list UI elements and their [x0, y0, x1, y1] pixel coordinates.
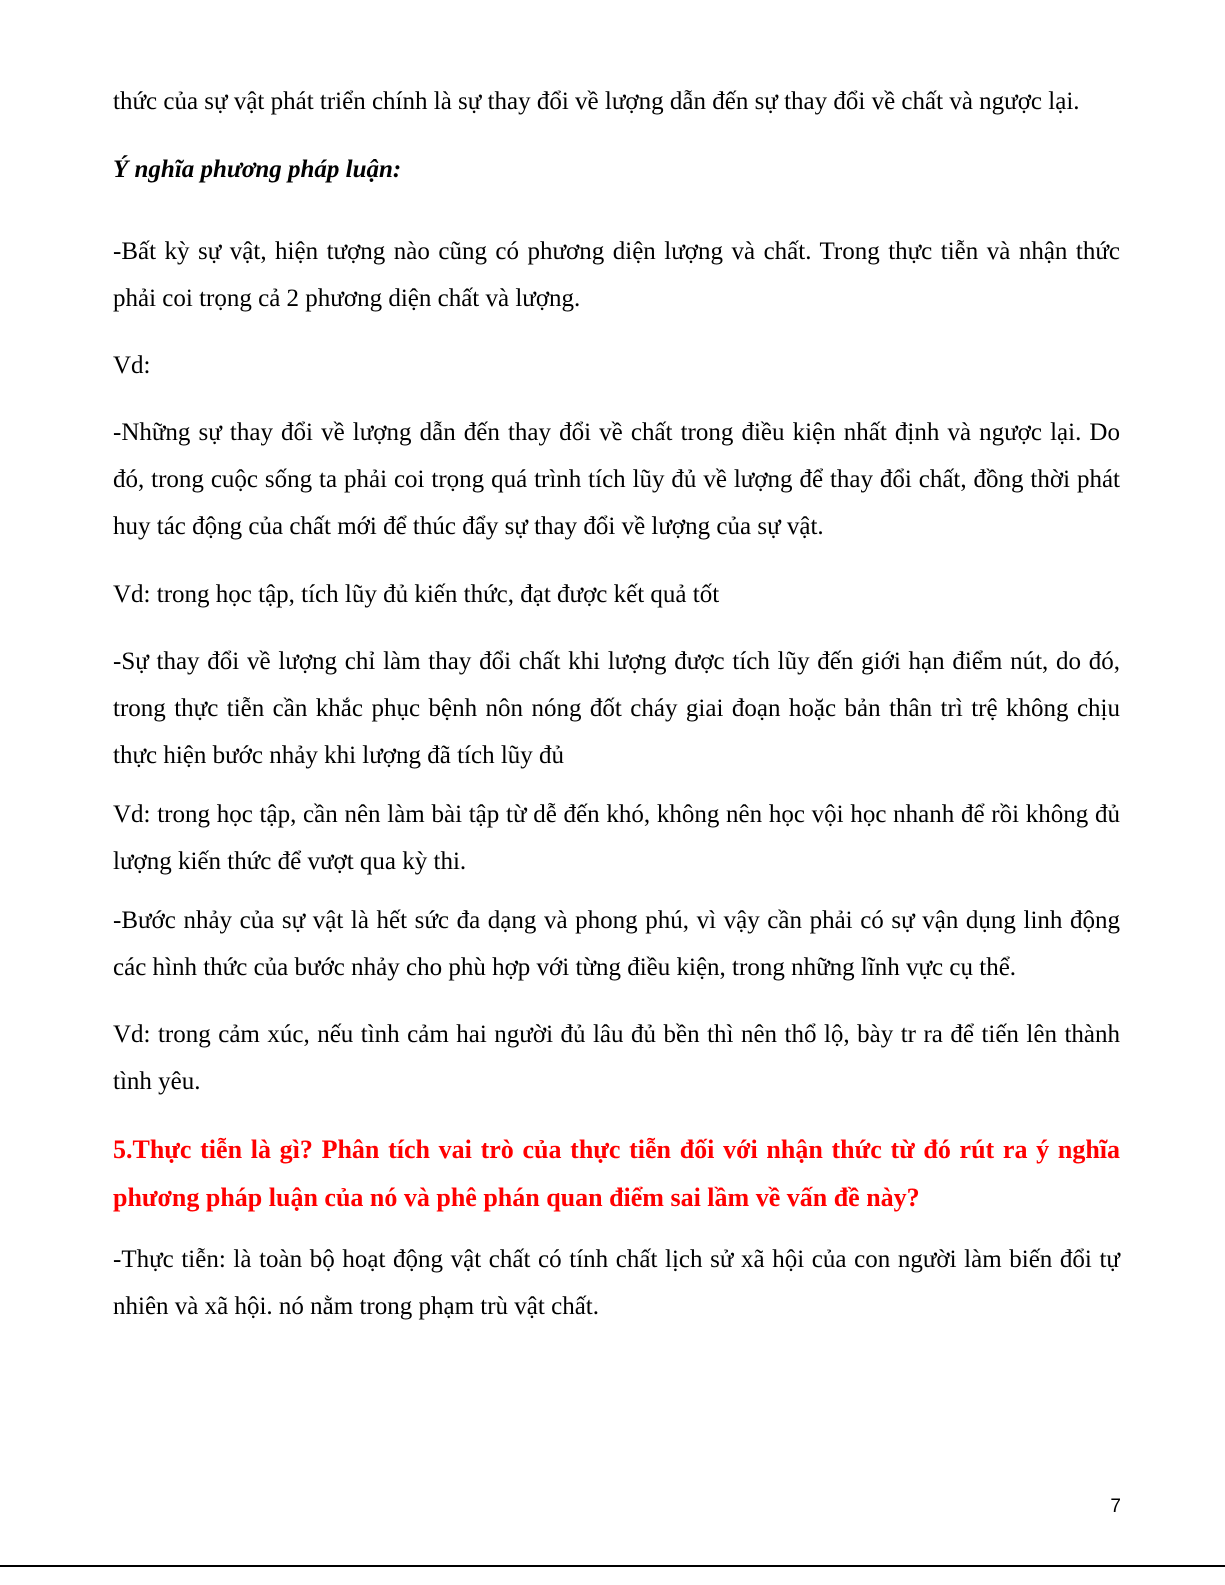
example-4: Vd: trong cảm xúc, nếu tình cảm hai người đủ lâu đủ bền thì nên thổ lộ, bày tr ra để tiến lên thành tình yêu. — [113, 1021, 1120, 1095]
paragraph-intro-continuation: thức của sự vật phát triển chính là sự thay đổi về lượng dẫn đến sự thay đổi về chất và ngược lại. — [113, 88, 1080, 115]
paragraph-methodology-2: -Những sự thay đổi về lượng dẫn đến thay đổi về chất trong điều kiện nhất định và ngược lại. Do đó, trong cuộc sống ta phải coi trọng quá trình tích lũy đủ về lượng để thay đổi chất, đồng thời phát huy tác động của chất mới để thúc đẩy sự thay đổi về lượng của sự vật. — [113, 419, 1120, 540]
bottom-border-line — [0, 1565, 1225, 1567]
question-heading-5: 5.Thực tiễn là gì? Phân tích vai trò của thực tiễn đối với nhận thức từ đó rút ra ý nghĩa phương pháp luận của nó và phê phán quan điểm sai lầm về vấn đề này? — [113, 1135, 1120, 1212]
document-page — [113, 78, 1120, 1330]
paragraph-methodology-3: -Sự thay đổi về lượng chỉ làm thay đổi chất khi lượng được tích lũy đến giới hạn điểm nút, do đó, trong thực tiễn cần khắc phục bệnh nôn nóng đốt cháy giai đoạn hoặc bản thân trì trệ không chịu thực hiện bước nhảy khi lượng đã tích lũy đủ — [113, 648, 1120, 769]
paragraph-methodology-1: -Bất kỳ sự vật, hiện tượng nào cũng có phương diện lượng và chất. Trong thực tiễn và nhận thức phải coi trọng cả 2 phương diện chất và lượng. — [113, 238, 1120, 312]
page-number: 7 — [1110, 1496, 1121, 1517]
paragraph-practice-definition: -Thực tiễn: là toàn bộ hoạt động vật chất có tính chất lịch sử xã hội của con người làm biến đổi tự nhiên và xã hội. nó nằm trong phạm trù vật chất. — [113, 1246, 1120, 1320]
example-label-1: Vd: — [113, 352, 151, 379]
example-3: Vd: trong học tập, cần nên làm bài tập từ dễ đến khó, không nên học vội học nhanh để rồi không đủ lượng kiến thức để vượt qua kỳ thi. — [113, 801, 1120, 875]
heading-methodology: Ý nghĩa phương pháp luận: — [113, 156, 402, 183]
example-2: Vd: trong học tập, tích lũy đủ kiến thức, đạt được kết quả tốt — [113, 581, 720, 608]
paragraph-methodology-4: -Bước nhảy của sự vật là hết sức đa dạng và phong phú, vì vậy cần phải có sự vận dụng linh động các hình thức của bước nhảy cho phù hợp với từng điều kiện, trong những lĩnh vực cụ thể. — [113, 907, 1120, 981]
